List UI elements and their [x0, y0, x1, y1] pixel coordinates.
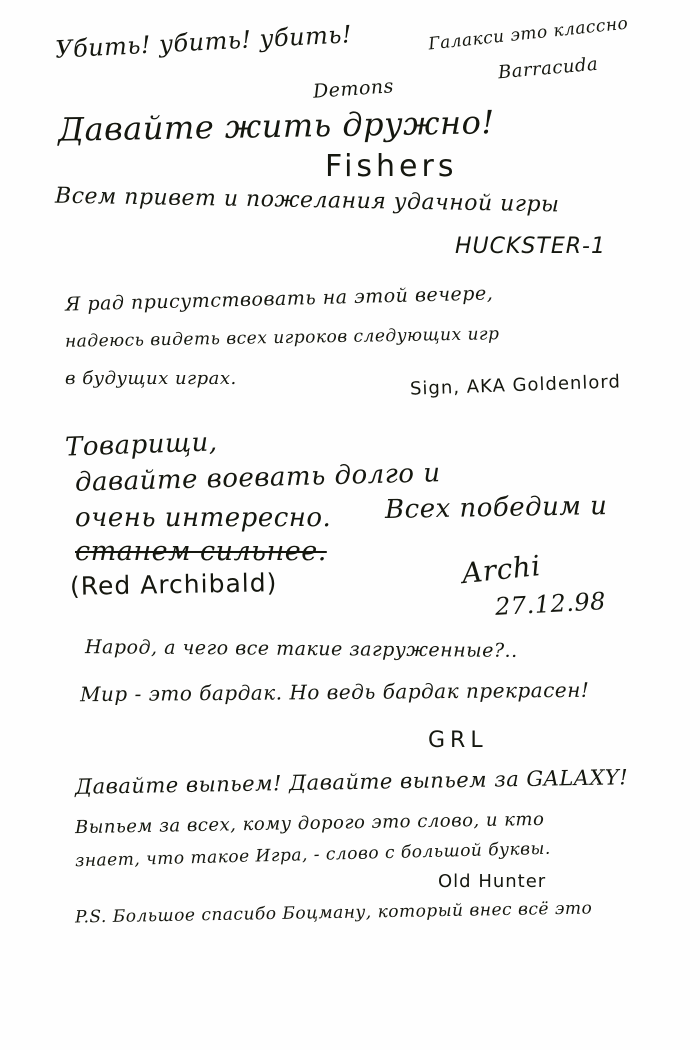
entry-para1-line1: Я рад присутствовать на этой вечере, — [64, 282, 494, 316]
entry-demons: Demons — [312, 75, 395, 103]
entry-fishers: Fishers — [325, 149, 458, 184]
entry-friends: Давайте жить дружно! — [57, 103, 495, 149]
entry-goldenlord: Sign, AKA Goldenlord — [409, 371, 622, 400]
entry-comrades-line3: очень интересно. — [75, 503, 332, 533]
entry-barracuda: Barracuda — [497, 53, 600, 84]
entry-ps: P.S. Большое спасибо Боцману, который внес всё это — [74, 898, 593, 928]
entry-para1-line2: надеюсь видеть всех игроков следующих игр — [64, 324, 500, 352]
entry-para1-line3: в будущих играх. — [65, 368, 237, 389]
entry-drink-line1: Давайте выпьем! Давайте выпьем за GALAXY! — [74, 765, 629, 799]
entry-comrades-line5: станем сильнее. — [75, 536, 327, 567]
entry-archi-date: 27.12.98 — [494, 587, 607, 621]
entry-red-archibald: (Red Archibald) — [69, 568, 278, 601]
entry-world-chaos: Мир - это бардак. Но ведь бардак прекрасен! — [79, 677, 590, 707]
entry-comrades-line2: давайте воевать долго и — [74, 458, 441, 498]
entry-archi-signature: Archi — [460, 548, 543, 591]
entry-grl: GRL — [428, 728, 488, 753]
entry-drink-line3: знает, что такое Игра, - слово с большой буквы. — [74, 838, 552, 872]
entry-people-question: Народ, а чего все такие загруженные?.. — [84, 636, 518, 662]
entry-comrades-line1: Товарищи, — [64, 427, 219, 463]
entry-greetings: Всем привет и пожелания удачной игры — [54, 183, 560, 218]
entry-galaxy-classic: Галакси это классно — [427, 13, 630, 55]
entry-drink-line2: Выпьем за всех, кому дорого это слово, и кто — [74, 808, 545, 839]
entry-kill: Убить! убить! убить! — [54, 20, 353, 64]
entry-huckster: HUCKSTER-1 — [455, 234, 606, 259]
entry-comrades-line4: Всех победим и — [384, 491, 608, 525]
entry-old-hunter: Old Hunter — [438, 871, 547, 892]
